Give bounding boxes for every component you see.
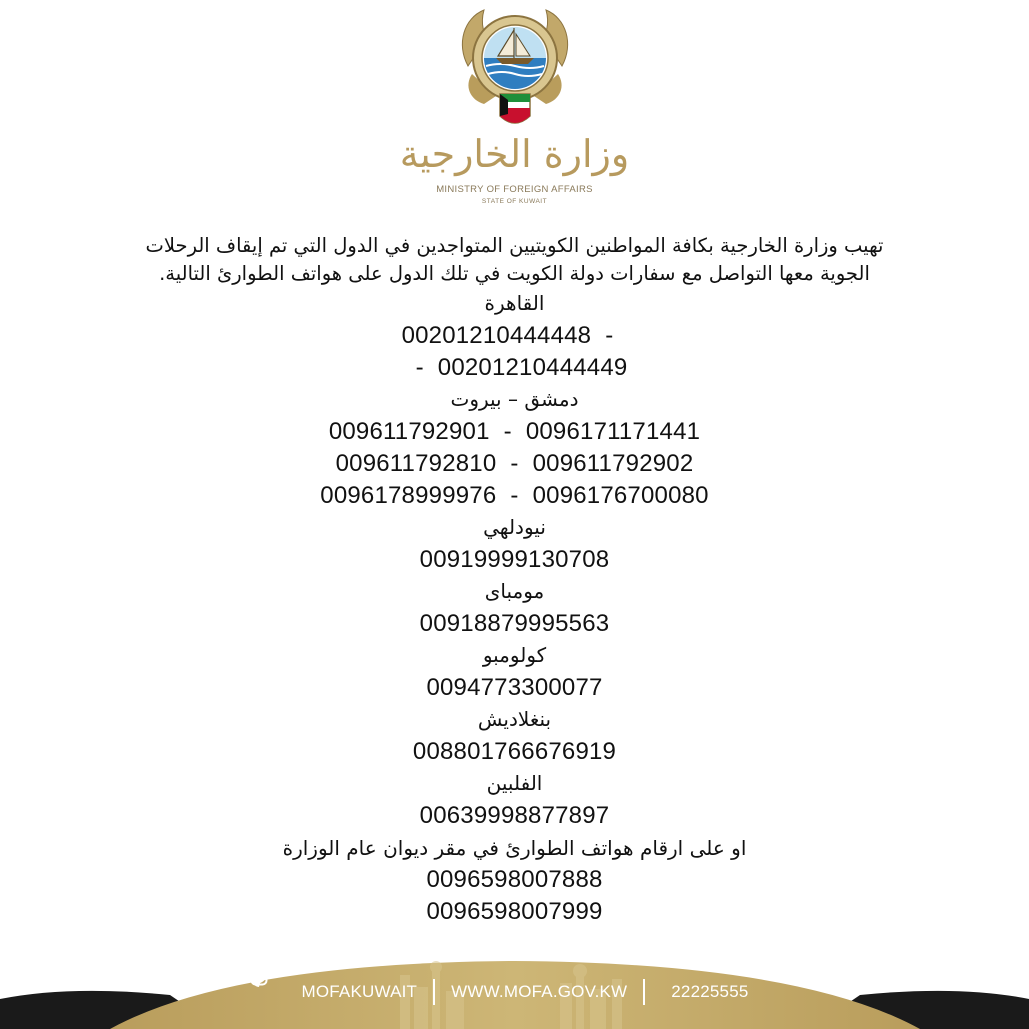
city-cairo: القاهرة [484, 291, 545, 315]
cairo-phone-2: 00201210444449 [437, 354, 628, 381]
footer-divider [433, 979, 435, 1005]
mumbai-phone: 00918879995563 [419, 610, 610, 637]
new-delhi-phone: 00919999130708 [419, 546, 610, 573]
city-bangladesh: بنغلاديش [477, 707, 552, 731]
damascus-beirut-row-2: 009611792810 - 009611792902 [335, 450, 694, 477]
website-link[interactable]: WWW.MOFA.GOV.KW [451, 982, 628, 1001]
city-damascus-beirut: دمشق – بيروت [450, 387, 579, 411]
damascus-beirut-phone: 009611792901 [328, 418, 490, 445]
ministry-hq-note: او على ارقام هواتف الطوارئ في مقر ديوان عام الوزارة [282, 836, 747, 860]
damascus-beirut-phone: 009611792810 [335, 450, 497, 477]
kuwait-emblem-icon [454, 4, 576, 134]
ministry-hq-phone-2: 0096598007999 [426, 898, 603, 925]
announcement-body [60, 232, 969, 928]
ministry-english-name: MINISTRY OF FOREIGN AFFAIRS [436, 184, 593, 195]
city-new-delhi: نيودلهي [483, 515, 546, 539]
colombo-phone: 0094773300077 [426, 674, 603, 701]
ministry-arabic-name: وزارة الخارجية [399, 132, 630, 176]
city-mumbai: مومباى [484, 579, 545, 603]
city-philippines: الفلبين [486, 771, 543, 795]
header [0, 0, 1029, 220]
damascus-beirut-phone: 0096171171441 [525, 418, 701, 445]
philippines-phone: 00639998877897 [419, 802, 610, 829]
city-colombo: كولومبو [482, 643, 547, 667]
intro-paragraph [60, 232, 969, 288]
cairo-phone-row-1: 00201210444448 - [401, 322, 614, 349]
damascus-beirut-row-3: 0096178999976 - 0096176700080 [320, 482, 709, 509]
state-english-name: STATE OF KUWAIT [481, 198, 548, 205]
ministry-hq-phone-1: 0096598007888 [426, 866, 603, 893]
bangladesh-phone: 008801766676919 [412, 738, 617, 765]
contact-list [60, 288, 969, 928]
intro-line-2: الجوية معها التواصل مع سفارات دولة الكويت في تلك الدول على هواتف الطوارئ التالية. [159, 262, 870, 285]
cairo-phone-row-2: - 00201210444449 [415, 354, 628, 381]
damascus-beirut-phone: 0096178999976 [320, 482, 497, 509]
cairo-phone-1: 00201210444448 [401, 322, 592, 349]
damascus-beirut-phone: 0096176700080 [532, 482, 709, 509]
damascus-beirut-row-1: 009611792901 - 0096171171441 [328, 418, 701, 445]
footer [0, 955, 1029, 1029]
hotline-number[interactable]: 22225555 [671, 982, 749, 1001]
social-handle-link[interactable]: MOFAKUWAIT [301, 982, 418, 1001]
footer-contact-bar [250, 968, 780, 1016]
intro-line-1: تهيب وزارة الخارجية بكافة المواطنين الكويتيين المتواجدين في الدول التي تم إيقاف الرحلات [145, 234, 884, 257]
footer-divider [643, 979, 645, 1005]
damascus-beirut-phone: 009611792902 [532, 450, 694, 477]
